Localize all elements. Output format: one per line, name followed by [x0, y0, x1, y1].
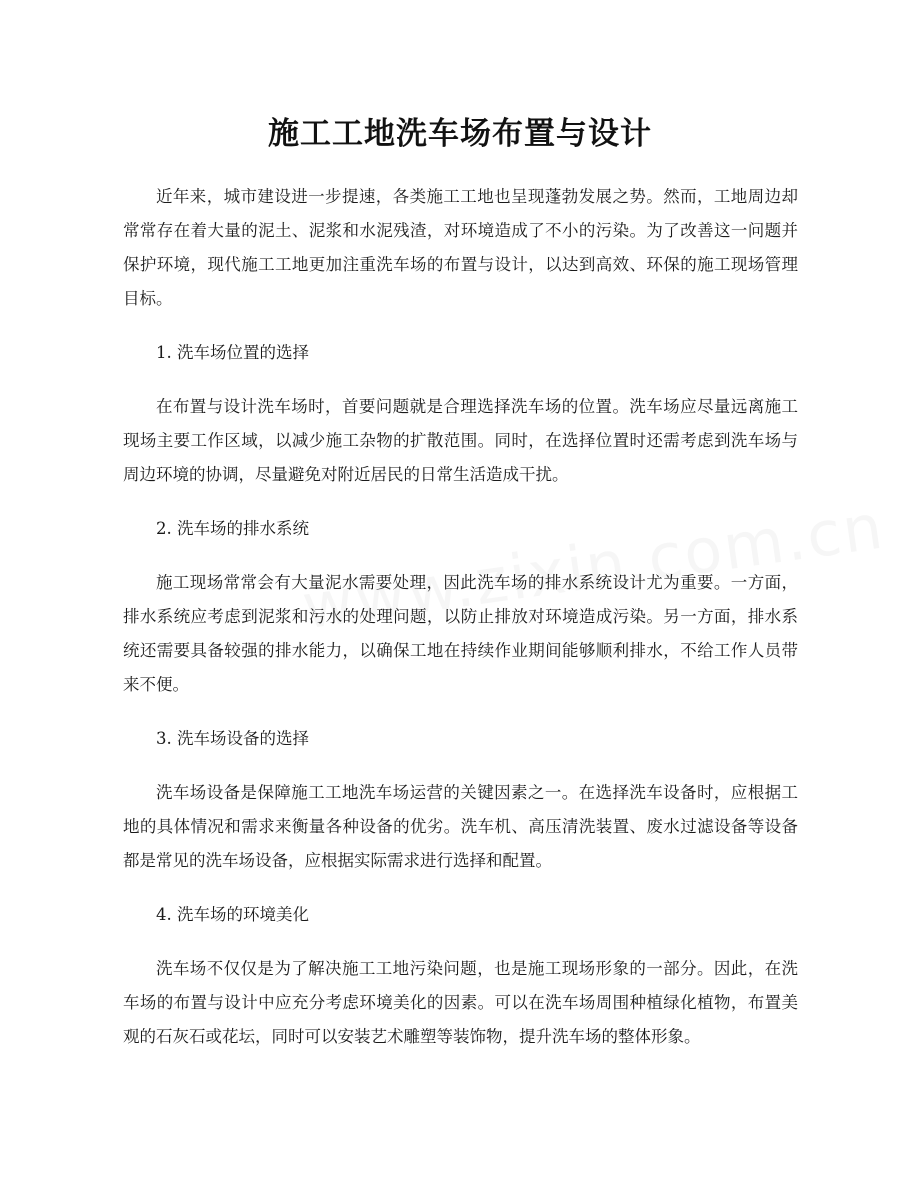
- paragraph-drainage: 施工现场常常会有大量泥水需要处理，因此洗车场的排水系统设计尤为重要。一方面，排水系统应考虑到泥浆和污水的处理问题，以防止排放对环境造成污染。另一方面，排水系统还需要具备较强的排水能力，以确保工地在持续作业期间能够顺利排水，不给工作人员带来不便。: [123, 573, 798, 694]
- paragraph-beautification: 洗车场不仅仅是为了解决施工工地污染问题，也是施工现场形象的一部分。因此，在洗车场的布置与设计中应充分考虑环境美化的因素。可以在洗车场周围种植绿化植物，布置美观的石灰石或花坛，同时可以安装艺术雕塑等装饰物，提升洗车场的整体形象。: [123, 959, 798, 1046]
- section-heading-equipment: 3. 洗车场设备的选择: [156, 729, 309, 748]
- section-heading-location: 1. 洗车场位置的选择: [156, 343, 309, 362]
- paragraph-location: 在布置与设计洗车场时，首要问题就是合理选择洗车场的位置。洗车场应尽量远离施工现场主要工作区域，以减少施工杂物的扩散范围。同时，在选择位置时还需考虑到洗车场与周边环境的协调，尽量避免对附近居民的日常生活造成干扰。: [123, 397, 798, 484]
- paragraph-equipment: 洗车场设备是保障施工工地洗车场运营的关键因素之一。在选择洗车设备时，应根据工地的具体情况和需求来衡量各种设备的优劣。洗车机、高压清洗装置、废水过滤设备等设备都是常见的洗车场设备，应根据实际需求进行选择和配置。: [123, 783, 798, 870]
- document-title: 施工工地洗车场布置与设计: [268, 116, 652, 152]
- paragraph-intro: 近年来，城市建设进一步提速，各类施工工地也呈现蓬勃发展之势。然而，工地周边却常常存在着大量的泥土、泥浆和水泥残渣，对环境造成了不小的污染。为了改善这一问题并保护环境，现代施工工地更加注重洗车场的布置与设计，以达到高效、环保的施工现场管理目标。: [123, 187, 798, 308]
- section-heading-beautification: 4. 洗车场的环境美化: [156, 905, 309, 924]
- document-body: [123, 180, 798, 1074]
- section-heading-drainage: 2. 洗车场的排水系统: [156, 519, 309, 538]
